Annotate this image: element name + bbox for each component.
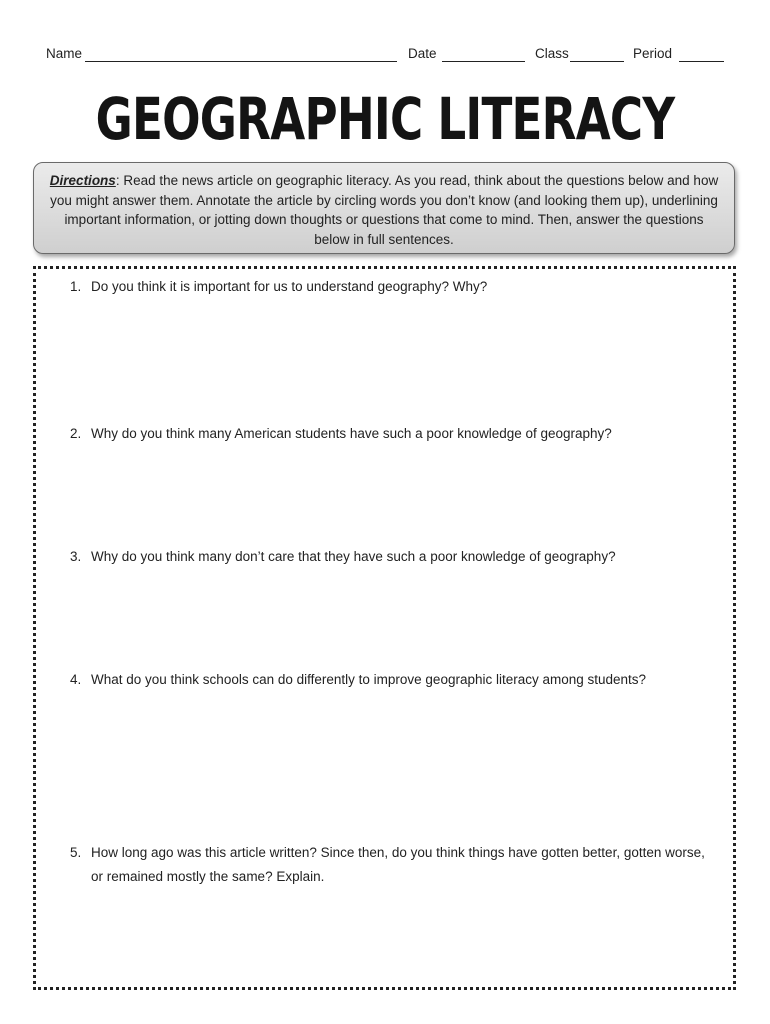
period-label: Period: [633, 46, 673, 61]
question-4: [70, 668, 720, 692]
page-title: GEOGRAPHIC LITERACY: [95, 85, 675, 153]
directions-text: : Read the news article on geographic literacy. As you read, think about the questions below and how you might answer them. Annotate the article by circling words you don’t know (and looking them up), underlining important information, or jotting down thoughts or questions that come to mind. Then, answer the questions below in full sentences.: [50, 173, 719, 247]
question-text: Why do you think many don’t care that they have such a poor knowledge of geography?: [91, 549, 616, 564]
directions-label: Directions: [49, 173, 116, 188]
question-text: What do you think schools can do differently to improve geographic literacy among students?: [91, 672, 647, 687]
question-number: 5.: [70, 845, 82, 860]
class-blank[interactable]: [570, 61, 624, 62]
question-number: 2.: [70, 426, 82, 441]
name-field: [46, 46, 82, 61]
date-field: [408, 46, 437, 61]
question-number: 4.: [70, 672, 82, 687]
question-3: [70, 545, 720, 569]
question-text: Do you think it is important for us to understand geography? Why?: [91, 279, 488, 294]
name-blank[interactable]: [85, 61, 397, 62]
question-1: [70, 275, 720, 299]
date-blank[interactable]: [442, 61, 525, 62]
period-field: [633, 46, 672, 61]
class-label: Class: [535, 46, 569, 61]
question-number: 1.: [70, 279, 82, 294]
directions-box: [33, 162, 735, 254]
question-number: 3.: [70, 549, 82, 564]
period-blank[interactable]: [679, 61, 724, 62]
question-5: [70, 841, 720, 889]
name-label: Name: [46, 46, 83, 61]
question-2: [70, 422, 720, 446]
date-label: Date: [408, 46, 437, 61]
class-field: [535, 46, 569, 61]
question-text: Why do you think many American students have such a poor knowledge of geography?: [91, 426, 612, 441]
question-text: How long ago was this article written? Since then, do you think things have gotten better, gotten worse, or remained mostly the same? Explain.: [91, 845, 705, 884]
